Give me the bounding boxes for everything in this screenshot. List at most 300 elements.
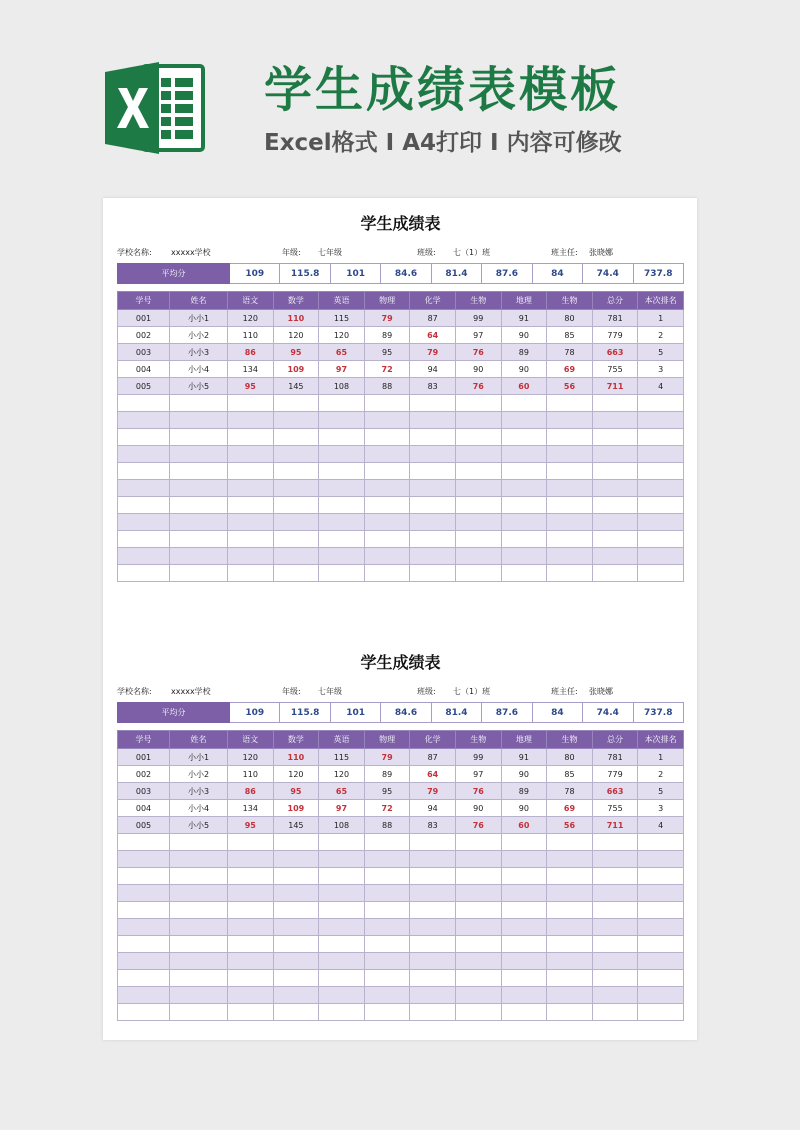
table-cell: 91: [501, 310, 547, 327]
table-cell: 69: [547, 361, 593, 378]
table-cell: 134: [228, 800, 274, 817]
sheet-info: [117, 682, 684, 702]
table-cell: 小小5: [170, 378, 228, 395]
table-cell: [592, 480, 638, 497]
table-cell: [547, 446, 593, 463]
table-cell: 99: [455, 749, 501, 766]
table-cell: [638, 902, 684, 919]
average-value: 81.4: [431, 703, 481, 723]
table-cell: 89: [501, 783, 547, 800]
table-row: [118, 310, 684, 327]
table-cell: [638, 953, 684, 970]
table-cell: 87: [410, 749, 456, 766]
table-cell: [547, 497, 593, 514]
table-cell: [410, 531, 456, 548]
table-cell: 001: [118, 310, 170, 327]
column-header: 姓名: [170, 292, 228, 310]
table-cell: [118, 480, 170, 497]
average-value: 81.4: [431, 264, 481, 284]
empty-row: [118, 497, 684, 514]
table-cell: [410, 395, 456, 412]
table-cell: [364, 936, 410, 953]
table-cell: [501, 919, 547, 936]
table-cell: 65: [319, 344, 365, 361]
table-cell: [319, 970, 365, 987]
table-cell: [118, 868, 170, 885]
table-cell: [228, 514, 274, 531]
table-cell: 110: [228, 327, 274, 344]
table-cell: [170, 565, 228, 582]
table-cell: [410, 1004, 456, 1021]
table-cell: [170, 531, 228, 548]
table-cell: [592, 970, 638, 987]
table-cell: [273, 480, 319, 497]
empty-row: [118, 919, 684, 936]
table-cell: [228, 953, 274, 970]
table-cell: [364, 412, 410, 429]
table-cell: 小小4: [170, 800, 228, 817]
table-row: [118, 378, 684, 395]
table-cell: 83: [410, 378, 456, 395]
table-cell: 69: [547, 800, 593, 817]
average-value: 74.4: [583, 703, 633, 723]
table-cell: [455, 851, 501, 868]
table-cell: [501, 514, 547, 531]
table-cell: [319, 987, 365, 1004]
table-cell: [319, 834, 365, 851]
table-cell: [410, 953, 456, 970]
table-cell: [410, 514, 456, 531]
table-cell: 120: [228, 310, 274, 327]
table-cell: [228, 412, 274, 429]
table-cell: 56: [547, 378, 593, 395]
table-cell: 120: [273, 766, 319, 783]
table-cell: [455, 970, 501, 987]
table-cell: [638, 548, 684, 565]
table-cell: [273, 834, 319, 851]
table-cell: [455, 480, 501, 497]
average-value: 115.8: [280, 703, 330, 723]
table-cell: [547, 565, 593, 582]
table-cell: 95: [364, 344, 410, 361]
table-cell: 108: [319, 817, 365, 834]
table-cell: [592, 565, 638, 582]
table-cell: [455, 919, 501, 936]
table-cell: [118, 970, 170, 987]
table-cell: [319, 851, 365, 868]
table-cell: [501, 412, 547, 429]
table-cell: [118, 446, 170, 463]
table-cell: [319, 868, 365, 885]
table-cell: 94: [410, 800, 456, 817]
average-value: 737.8: [633, 264, 684, 284]
table-cell: 115: [319, 310, 365, 327]
empty-row: [118, 412, 684, 429]
table-cell: 小小2: [170, 766, 228, 783]
table-cell: [501, 936, 547, 953]
table-cell: [547, 851, 593, 868]
table-cell: 94: [410, 361, 456, 378]
table-cell: [118, 463, 170, 480]
table-cell: [364, 531, 410, 548]
table-row: [118, 749, 684, 766]
table-cell: 64: [410, 766, 456, 783]
table-cell: [501, 885, 547, 902]
table-cell: 小小5: [170, 817, 228, 834]
table-cell: 小小4: [170, 361, 228, 378]
table-cell: 004: [118, 361, 170, 378]
table-cell: [228, 497, 274, 514]
table-cell: [638, 565, 684, 582]
table-cell: 711: [592, 817, 638, 834]
table-cell: [410, 970, 456, 987]
table-cell: [501, 851, 547, 868]
table-cell: 97: [319, 361, 365, 378]
empty-row: [118, 514, 684, 531]
table-cell: [118, 936, 170, 953]
table-cell: [364, 970, 410, 987]
table-cell: 90: [455, 361, 501, 378]
table-cell: [118, 919, 170, 936]
table-cell: 003: [118, 344, 170, 361]
table-cell: [501, 480, 547, 497]
table-cell: [364, 497, 410, 514]
table-cell: [228, 851, 274, 868]
table-cell: 99: [455, 310, 501, 327]
table-cell: [501, 565, 547, 582]
table-cell: [273, 548, 319, 565]
table-cell: [118, 412, 170, 429]
table-cell: 95: [364, 783, 410, 800]
table-cell: [170, 395, 228, 412]
table-cell: [228, 446, 274, 463]
table-cell: [592, 1004, 638, 1021]
table-cell: [547, 885, 593, 902]
empty-row: [118, 970, 684, 987]
grade-label: 年级:: [282, 687, 301, 696]
table-cell: [364, 463, 410, 480]
table-cell: [410, 480, 456, 497]
table-cell: 120: [319, 327, 365, 344]
table-cell: [455, 1004, 501, 1021]
table-cell: 76: [455, 783, 501, 800]
average-value: 737.8: [633, 703, 684, 723]
table-cell: [455, 902, 501, 919]
document-page: [103, 198, 697, 1040]
table-cell: 005: [118, 817, 170, 834]
column-header: 物理: [364, 731, 410, 749]
table-cell: 89: [501, 344, 547, 361]
table-cell: [319, 548, 365, 565]
table-cell: [273, 885, 319, 902]
table-cell: [273, 429, 319, 446]
sheet-title: 学生成绩表: [360, 214, 441, 233]
table-cell: [273, 446, 319, 463]
table-cell: 80: [547, 749, 593, 766]
table-cell: [170, 548, 228, 565]
table-row: [118, 800, 684, 817]
table-cell: [410, 429, 456, 446]
column-header: 学号: [118, 292, 170, 310]
table-cell: [170, 868, 228, 885]
table-cell: 95: [228, 817, 274, 834]
table-cell: [319, 412, 365, 429]
table-cell: [455, 885, 501, 902]
table-cell: [592, 868, 638, 885]
class-label: 班级:: [417, 248, 436, 257]
table-cell: [364, 834, 410, 851]
table-cell: 91: [501, 749, 547, 766]
table-cell: 3: [638, 361, 684, 378]
column-header: 生物: [455, 292, 501, 310]
column-header: 语文: [228, 731, 274, 749]
average-label: 平均分: [118, 703, 230, 723]
class-value: 七（1）班: [453, 248, 491, 257]
table-cell: [638, 531, 684, 548]
table-cell: [501, 953, 547, 970]
sheet-info: [117, 243, 684, 263]
table-cell: [319, 565, 365, 582]
empty-row: [118, 1004, 684, 1021]
table-cell: [592, 936, 638, 953]
table-cell: [501, 970, 547, 987]
table-cell: [273, 412, 319, 429]
table-cell: [410, 565, 456, 582]
table-cell: [319, 919, 365, 936]
table-cell: [228, 936, 274, 953]
average-label: 平均分: [118, 264, 230, 284]
table-cell: [118, 395, 170, 412]
average-value: 115.8: [280, 264, 330, 284]
table-cell: [273, 987, 319, 1004]
table-cell: 90: [455, 800, 501, 817]
table-cell: 663: [592, 344, 638, 361]
table-cell: [118, 429, 170, 446]
table-cell: [638, 834, 684, 851]
table-cell: [547, 936, 593, 953]
table-cell: [319, 395, 365, 412]
table-cell: 4: [638, 817, 684, 834]
column-header: 本次排名: [638, 292, 684, 310]
table-cell: [410, 936, 456, 953]
sheet-title: 学生成绩表: [360, 653, 441, 672]
table-cell: 79: [364, 749, 410, 766]
table-cell: [501, 834, 547, 851]
table-cell: [228, 868, 274, 885]
table-cell: [273, 531, 319, 548]
table-cell: [638, 868, 684, 885]
column-header: 物理: [364, 292, 410, 310]
average-row: [118, 703, 684, 723]
table-cell: 2: [638, 766, 684, 783]
column-header: 学号: [118, 731, 170, 749]
class-label: 班级:: [417, 687, 436, 696]
table-cell: [364, 514, 410, 531]
table-cell: 004: [118, 800, 170, 817]
table-cell: [501, 868, 547, 885]
table-row: [118, 361, 684, 378]
table-cell: [455, 548, 501, 565]
table-cell: 109: [273, 361, 319, 378]
table-cell: 005: [118, 378, 170, 395]
table-cell: [638, 970, 684, 987]
empty-row: [118, 902, 684, 919]
grade-value: 七年级: [318, 687, 342, 696]
table-cell: [547, 514, 593, 531]
table-cell: [273, 953, 319, 970]
table-cell: 108: [319, 378, 365, 395]
table-cell: 120: [319, 766, 365, 783]
table-cell: [455, 565, 501, 582]
table-header-row: [118, 292, 684, 310]
column-header: 英语: [319, 731, 365, 749]
table-cell: [228, 885, 274, 902]
table-cell: [592, 463, 638, 480]
table-cell: 002: [118, 766, 170, 783]
table-cell: 5: [638, 783, 684, 800]
table-cell: 781: [592, 749, 638, 766]
table-cell: [592, 987, 638, 1004]
table-cell: [638, 395, 684, 412]
average-row: [118, 264, 684, 284]
table-cell: [592, 953, 638, 970]
table-cell: [170, 919, 228, 936]
table-cell: 83: [410, 817, 456, 834]
table-cell: [364, 953, 410, 970]
table-cell: 90: [501, 800, 547, 817]
table-cell: [319, 1004, 365, 1021]
table-cell: [638, 987, 684, 1004]
table-cell: [118, 851, 170, 868]
column-header: 地理: [501, 731, 547, 749]
table-cell: [592, 548, 638, 565]
average-table: [117, 263, 684, 284]
table-cell: [319, 480, 365, 497]
table-cell: [228, 987, 274, 1004]
table-cell: 80: [547, 310, 593, 327]
table-cell: [273, 497, 319, 514]
header: [0, 0, 800, 200]
table-cell: [638, 885, 684, 902]
table-cell: [170, 463, 228, 480]
table-cell: [319, 446, 365, 463]
table-cell: 78: [547, 783, 593, 800]
average-value: 74.4: [583, 264, 633, 284]
table-cell: 97: [319, 800, 365, 817]
table-cell: [170, 480, 228, 497]
column-header: 数学: [273, 731, 319, 749]
table-cell: 110: [273, 749, 319, 766]
table-cell: 88: [364, 378, 410, 395]
table-cell: [455, 395, 501, 412]
table-cell: [364, 565, 410, 582]
table-cell: 95: [273, 344, 319, 361]
table-cell: [455, 429, 501, 446]
table-cell: [319, 531, 365, 548]
column-header: 语文: [228, 292, 274, 310]
table-cell: [410, 987, 456, 1004]
column-header: 本次排名: [638, 731, 684, 749]
table-cell: [228, 834, 274, 851]
table-cell: [170, 885, 228, 902]
table-cell: [170, 1004, 228, 1021]
table-cell: [364, 480, 410, 497]
empty-row: [118, 868, 684, 885]
table-cell: [170, 851, 228, 868]
table-cell: [547, 463, 593, 480]
table-cell: [501, 902, 547, 919]
column-header: 数学: [273, 292, 319, 310]
table-cell: [170, 429, 228, 446]
table-cell: [501, 429, 547, 446]
average-value: 109: [230, 264, 280, 284]
table-cell: 89: [364, 766, 410, 783]
table-cell: [410, 548, 456, 565]
table-cell: [455, 497, 501, 514]
table-cell: [547, 480, 593, 497]
table-row: [118, 783, 684, 800]
table-cell: [364, 851, 410, 868]
table-cell: [364, 919, 410, 936]
table-cell: [364, 885, 410, 902]
table-cell: [592, 395, 638, 412]
column-header: 英语: [319, 292, 365, 310]
table-cell: 663: [592, 783, 638, 800]
table-cell: 1: [638, 749, 684, 766]
table-cell: 779: [592, 327, 638, 344]
table-cell: [170, 497, 228, 514]
table-cell: [455, 412, 501, 429]
table-cell: 90: [501, 361, 547, 378]
score-sheet: [117, 651, 684, 1021]
table-cell: [319, 885, 365, 902]
school-value: xxxxx学校: [171, 687, 211, 696]
average-value: 101: [330, 703, 380, 723]
grade-value: 七年级: [318, 248, 342, 257]
table-cell: [170, 987, 228, 1004]
table-cell: [638, 851, 684, 868]
table-row: [118, 766, 684, 783]
page-subtitle: Excel格式 I A4打印 I 内容可修改: [264, 130, 622, 156]
table-cell: 60: [501, 378, 547, 395]
table-cell: [170, 936, 228, 953]
table-cell: [364, 868, 410, 885]
table-cell: [319, 429, 365, 446]
table-cell: [319, 514, 365, 531]
table-cell: [592, 919, 638, 936]
table-header-row: [118, 731, 684, 749]
table-cell: [638, 463, 684, 480]
table-cell: [118, 497, 170, 514]
table-row: [118, 817, 684, 834]
column-header: 生物: [547, 731, 593, 749]
table-cell: 002: [118, 327, 170, 344]
table-cell: [228, 548, 274, 565]
empty-row: [118, 987, 684, 1004]
table-cell: [410, 834, 456, 851]
empty-row: [118, 565, 684, 582]
table-cell: [547, 412, 593, 429]
table-cell: [547, 1004, 593, 1021]
table-cell: [273, 463, 319, 480]
column-header: 生物: [547, 292, 593, 310]
table-cell: 779: [592, 766, 638, 783]
table-cell: 85: [547, 766, 593, 783]
table-cell: [410, 412, 456, 429]
table-cell: [319, 936, 365, 953]
table-cell: 755: [592, 800, 638, 817]
table-cell: 115: [319, 749, 365, 766]
